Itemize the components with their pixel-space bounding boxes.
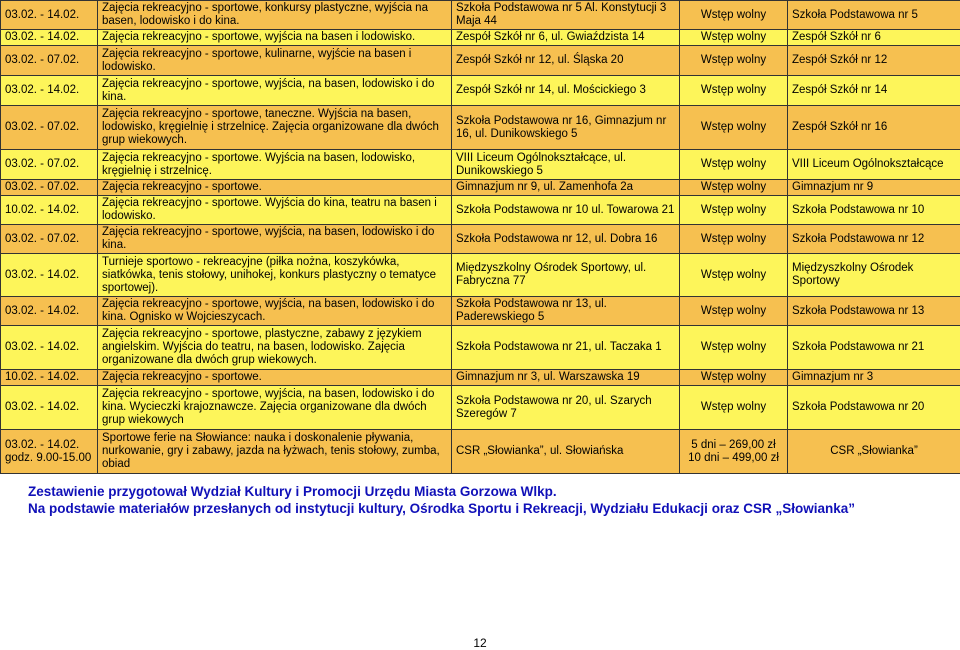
organizer-cell: Zespół Szkół nr 16 (788, 106, 960, 150)
entry-cell: Wstęp wolny (680, 386, 788, 430)
table-row (1, 180, 960, 196)
organizer-cell: Zespół Szkół nr 12 (788, 46, 960, 76)
place-cell: Szkoła Podstawowa nr 16, Gimnazjum nr 16, ul. Dunikowskiego 5 (452, 106, 680, 150)
table-row (1, 225, 960, 254)
entry-cell: Wstęp wolny (680, 254, 788, 297)
organizer-cell: Szkoła Podstawowa nr 21 (788, 326, 960, 370)
entry-cell: Wstęp wolny (680, 225, 788, 254)
organizer-cell: Gimnazjum nr 3 (788, 370, 960, 386)
organizer-cell: Międzyszkolny Ośrodek Sportowy (788, 254, 960, 297)
table-row (1, 106, 960, 150)
date-cell: 03.02. - 14.02. (1, 326, 98, 370)
entry-cell: Wstęp wolny (680, 106, 788, 150)
place-cell: VIII Liceum Ogólnokształcące, ul. Dunikowskiego 5 (452, 150, 680, 180)
footer-line-2: Na podstawie materiałów przesłanych od instytucji kultury, Ośrodka Sportu i Rekreacji, Wydziału Edukacji oraz CSR „Słowianka” (28, 500, 855, 517)
place-cell: Szkoła Podstawowa nr 21, ul. Taczaka 1 (452, 326, 680, 370)
date-cell: 10.02. - 14.02. (1, 370, 98, 386)
organizer-cell: Szkoła Podstawowa nr 12 (788, 225, 960, 254)
activity-cell: Sportowe ferie na Słowiance: nauka i doskonalenie pływania, nurkowanie, gry i zabawy, jazda na łyżwach, tenis stołowy, zumba, obiad (98, 430, 452, 474)
date-cell: 03.02. - 14.02. (1, 30, 98, 46)
date-cell: 03.02. - 07.02. (1, 180, 98, 196)
activity-cell: Zajęcia rekreacyjno - sportowe, konkursy plastyczne, wyjścia na basen, lodowisko i do kina. (98, 1, 452, 30)
place-cell: Szkoła Podstawowa nr 5 Al. Konstytucji 3 Maja 44 (452, 1, 680, 30)
table-row (1, 254, 960, 297)
activity-cell: Zajęcia rekreacyjno - sportowe, wyjścia, na basen, lodowisko i do kina. (98, 76, 452, 106)
activity-cell: Zajęcia rekreacyjno - sportowe. Wyjścia do kina, teatru na basen i lodowisko. (98, 196, 452, 225)
date-cell: 03.02. - 07.02. (1, 225, 98, 254)
table-row (1, 46, 960, 76)
activity-cell: Zajęcia rekreacyjno - sportowe. Wyjścia na basen, lodowisko, kręgielnię i strzelnicę. (98, 150, 452, 180)
entry-cell: Wstęp wolny (680, 76, 788, 106)
table-row (1, 76, 960, 106)
place-cell: Międzyszkolny Ośrodek Sportowy, ul. Fabryczna 77 (452, 254, 680, 297)
table-row (1, 30, 960, 46)
page-number: 12 (0, 636, 960, 650)
organizer-cell: Zespół Szkół nr 6 (788, 30, 960, 46)
organizer-cell: Zespół Szkół nr 14 (788, 76, 960, 106)
table-row (1, 297, 960, 326)
entry-cell: Wstęp wolny (680, 297, 788, 326)
date-cell: 03.02. - 14.02. (1, 1, 98, 30)
activity-cell: Zajęcia rekreacyjno - sportowe. (98, 370, 452, 386)
table-row (1, 370, 960, 386)
entry-cell: Wstęp wolny (680, 30, 788, 46)
entry-cell: Wstęp wolny (680, 46, 788, 76)
organizer-cell: Szkoła Podstawowa nr 10 (788, 196, 960, 225)
entry-cell: Wstęp wolny (680, 180, 788, 196)
place-cell: Szkoła Podstawowa nr 13, ul. Paderewskiego 5 (452, 297, 680, 326)
date-cell: 03.02. - 07.02. (1, 106, 98, 150)
date-cell: 03.02. - 14.02. (1, 297, 98, 326)
date-cell: 03.02. - 14.02. godz. 9.00-15.00 (1, 430, 98, 474)
activity-cell: Zajęcia rekreacyjno - sportowe, kulinarne, wyjście na basen i lodowisko. (98, 46, 452, 76)
entry-cell: Wstęp wolny (680, 1, 788, 30)
table-row (1, 430, 960, 474)
footer-line-1: Zestawienie przygotował Wydział Kultury i Promocji Urzędu Miasta Gorzowa Wlkp. (28, 483, 855, 500)
activity-cell: Zajęcia rekreacyjno - sportowe, wyjścia, na basen, lodowisko i do kina. Wycieczki krajoznawcze. Zajęcia organizowane dla dwóch grup wiekowych (98, 386, 452, 430)
place-cell: Gimnazjum nr 3, ul. Warszawska 19 (452, 370, 680, 386)
organizer-cell: Gimnazjum nr 9 (788, 180, 960, 196)
place-cell: Zespół Szkół nr 12, ul. Śląska 20 (452, 46, 680, 76)
activity-cell: Zajęcia rekreacyjno - sportowe, wyjścia, na basen, lodowisko i do kina. Ognisko w Wojcieszycach. (98, 297, 452, 326)
place-cell: Gimnazjum nr 9, ul. Zamenhofa 2a (452, 180, 680, 196)
activity-cell: Zajęcia rekreacyjno - sportowe, wyjścia, na basen, lodowisko i do kina. (98, 225, 452, 254)
activity-cell: Zajęcia rekreacyjno - sportowe. (98, 180, 452, 196)
entry-cell: Wstęp wolny (680, 150, 788, 180)
organizer-cell: Szkoła Podstawowa nr 5 (788, 1, 960, 30)
table-row (1, 196, 960, 225)
activity-cell: Zajęcia rekreacyjno - sportowe, wyjścia na basen i lodowisko. (98, 30, 452, 46)
table-row (1, 1, 960, 30)
date-cell: 10.02. - 14.02. (1, 196, 98, 225)
organizer-cell: CSR „Słowianka” (788, 430, 960, 474)
entry-cell: Wstęp wolny (680, 196, 788, 225)
place-cell: Szkoła Podstawowa nr 20, ul. Szarych Szeregów 7 (452, 386, 680, 430)
date-cell: 03.02. - 07.02. (1, 46, 98, 76)
place-cell: Szkoła Podstawowa nr 10 ul. Towarowa 21 (452, 196, 680, 225)
place-cell: CSR „Słowianka”, ul. Słowiańska (452, 430, 680, 474)
date-cell: 03.02. - 07.02. (1, 150, 98, 180)
activity-cell: Zajęcia rekreacyjno - sportowe, plastyczne, zabawy z językiem angielskim. Wyjścia do teatru, na basen, lodowisko. Zajęcia organizowane dla dwóch grup wiekowych. (98, 326, 452, 370)
table-row (1, 150, 960, 180)
footer-note (28, 483, 855, 517)
entry-cell: Wstęp wolny (680, 326, 788, 370)
place-cell: Szkoła Podstawowa nr 12, ul. Dobra 16 (452, 225, 680, 254)
date-cell: 03.02. - 14.02. (1, 254, 98, 297)
activity-cell: Zajęcia rekreacyjno - sportowe, taneczne. Wyjścia na basen, lodowisko, kręgielnię i strzelnicę. Zajęcia organizowane dla dwóch grup wiekowych. (98, 106, 452, 150)
date-cell: 03.02. - 14.02. (1, 386, 98, 430)
place-cell: Zespół Szkół nr 6, ul. Gwiaździsta 14 (452, 30, 680, 46)
table-row (1, 386, 960, 430)
activity-cell: Turnieje sportowo - rekreacyjne (piłka nożna, koszykówka, siatkówka, tenis stołowy, unihokej, konkurs plastyczny o tematyce sportowej). (98, 254, 452, 297)
date-cell: 03.02. - 14.02. (1, 76, 98, 106)
organizer-cell: VIII Liceum Ogólnokształcące (788, 150, 960, 180)
entry-cell: 5 dni – 269,00 zł 10 dni – 499,00 zł (680, 430, 788, 474)
organizer-cell: Szkoła Podstawowa nr 13 (788, 297, 960, 326)
place-cell: Zespół Szkół nr 14, ul. Mościckiego 3 (452, 76, 680, 106)
organizer-cell: Szkoła Podstawowa nr 20 (788, 386, 960, 430)
table-row (1, 326, 960, 370)
entry-cell: Wstęp wolny (680, 370, 788, 386)
